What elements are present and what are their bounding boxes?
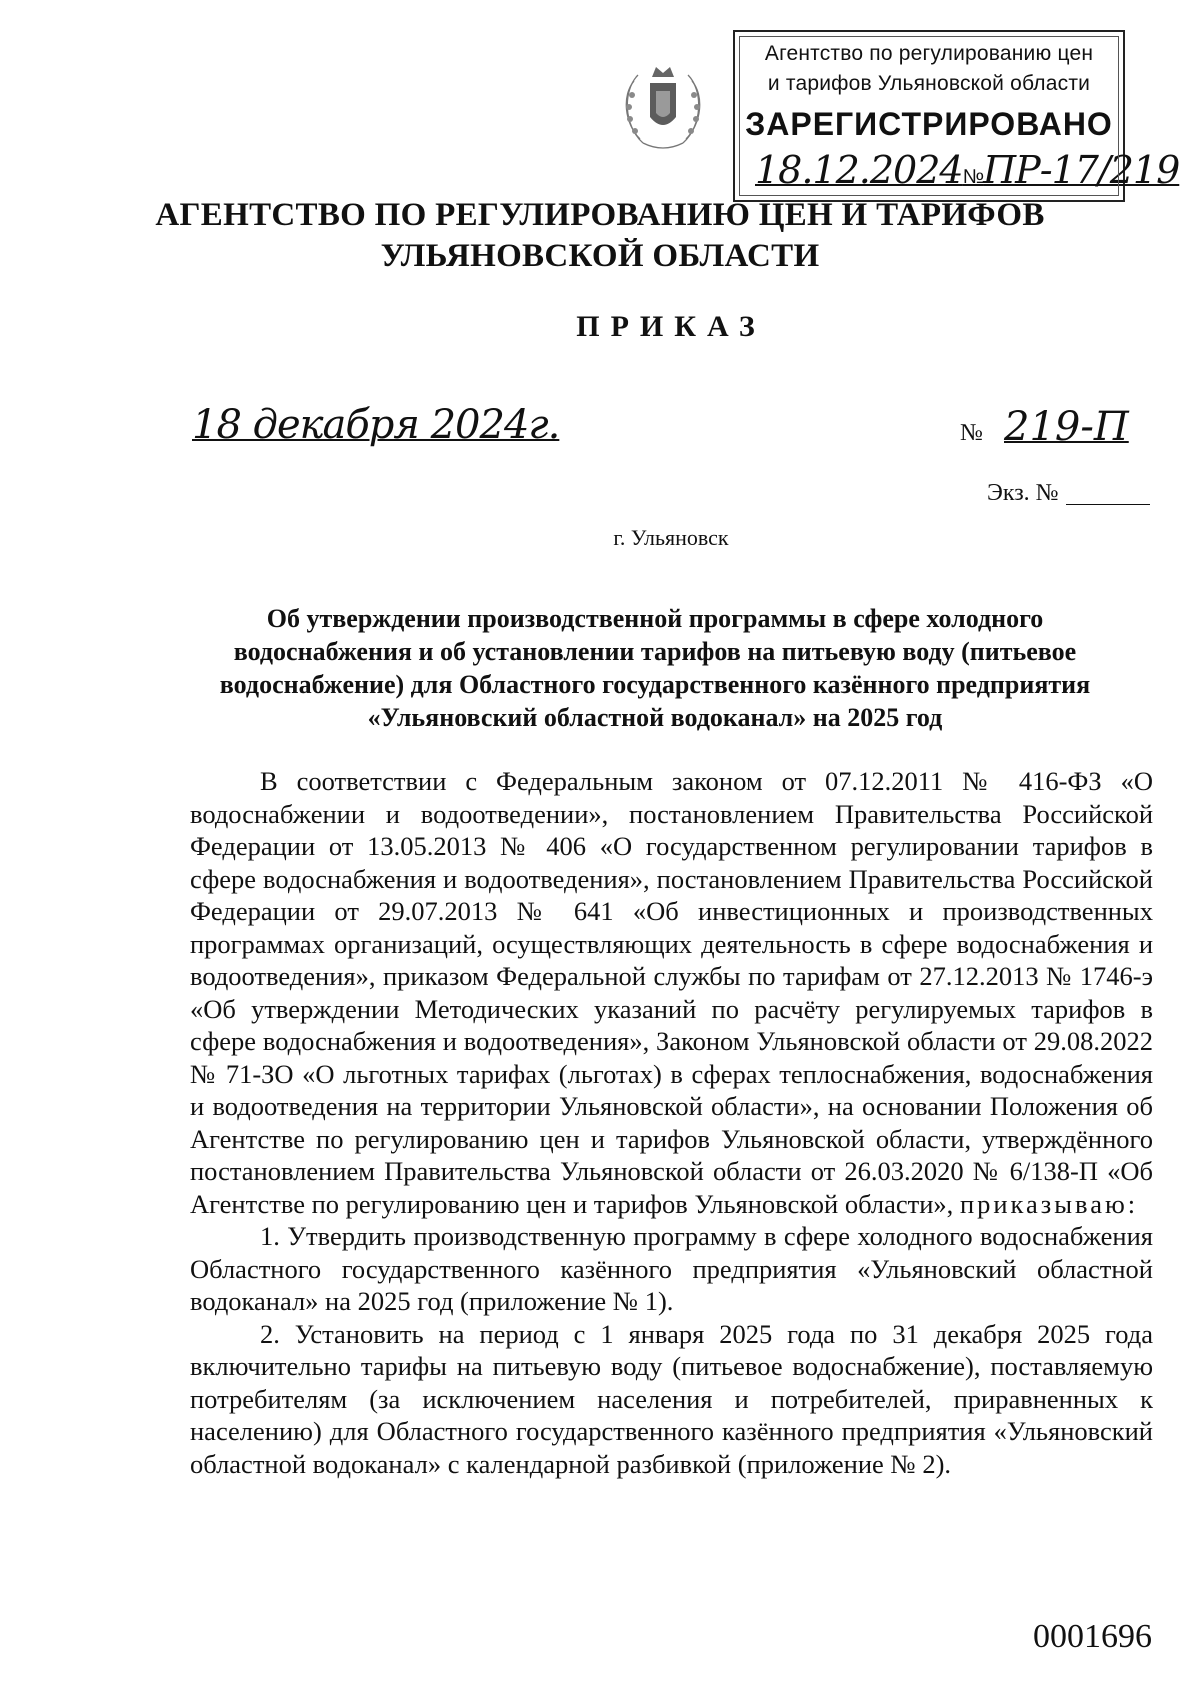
stamp-date: 18.12.2024: [755, 148, 963, 192]
order-body: [190, 765, 1153, 1480]
command-word: приказываю:: [959, 1188, 1139, 1219]
preamble-text: В соответствии с Федеральным законом от 07.12.2011 № 416-ФЗ «О водоснабжении и водоотведении», постановлением Правительства Российской Федерации от 13.05.2013 № 406 «О государственном регулировании тарифов в сфере водоснабжения и водоотведения», постановлением Правительства Российской Федерации от 29.07.2013 № 641 «Об инвестиционных и производственных программах организаций, осуществляющих деятельность в сфере водоснабжения и водоотведения», приказом Федеральной службы по тарифам от 27.12.2013 № 1746-э «Об утверждении Методических указаний по расчёту регулируемых тарифов в сфере водоснабжения и водоотведения», Законом Ульяновской области от 29.08.2022 № 71-ЗО «О льготных тарифах (льготах) в сферах теплоснабжения, водоснабжения и водоотведения на территории Ульяновской области», на основании Положения об Агентстве по регулированию цен и тарифов Ульяновской области, утверждённого постановлением Правительства Ульяновской области от 26.03.2020 № 6/138-П «Об Агентстве по регулированию цен и тарифов Ульяновской области»,: [190, 766, 1153, 1219]
stamp-no-sign: №: [962, 166, 984, 188]
stamp-line2: и тарифов Ульяновской области: [767, 72, 1091, 95]
stamp-line1: Агентство по регулированию цен: [764, 42, 1094, 65]
order-number-label: №: [960, 420, 983, 446]
agency-name-line1: АГЕНТСТВО ПО РЕГУЛИРОВАНИЮ ЦЕН И ТАРИФОВ: [155, 197, 1045, 233]
agency-name-line2: УЛЬЯНОВСКОЙ ОБЛАСТИ: [380, 238, 820, 274]
sheet-serial-number: 0001696: [1033, 1618, 1152, 1655]
city-name: г. Ульяновск: [613, 525, 729, 550]
item-2-paragraph: 2. Установить на период с 1 января 2025 года по 31 декабря 2025 года включительно тарифы на питьевую воду (питьевое водоснабжение), поставляемую потребителям (за исключением населения и потребителей, приравненных к населению) для Областного государственного казённого предприятия «Ульяновский областной водоканал» с календарной разбивкой (приложение № 2).: [190, 1318, 1153, 1479]
registration-stamp: [733, 30, 1180, 202]
stamp-reg-number: ПР-17/219: [983, 148, 1180, 192]
copy-number-blank: [1066, 504, 1150, 505]
stamp-status: ЗАРЕГИСТРИРОВАНО: [745, 106, 1113, 142]
stamp-registration: [755, 148, 1180, 192]
order-subject: Об утверждении производственной программы в сфере холодного водоснабжения и об установлении тарифов на питьевую воду (питьевое водоснабжение) для Областного государственного казённого предприятия «Ульяновский областной водоканал» на 2025 год: [219, 604, 1091, 732]
document-type-title: ПРИКАЗ: [576, 310, 766, 343]
item-1-paragraph: 1. Утвердить производственную программу в сфере холодного водоснабжения Областного государственного казённого предприятия «Ульяновский областной водоканал» на 2025 год (приложение № 1).: [190, 1221, 1153, 1316]
coat-of-arms-icon: [618, 55, 708, 155]
copy-number-label: Экз. №: [987, 480, 1059, 506]
preamble-paragraph: [190, 765, 1153, 1220]
handwritten-date: 18 декабря 2024г.: [192, 402, 560, 448]
handwritten-order-number: 219-П: [1004, 404, 1129, 450]
